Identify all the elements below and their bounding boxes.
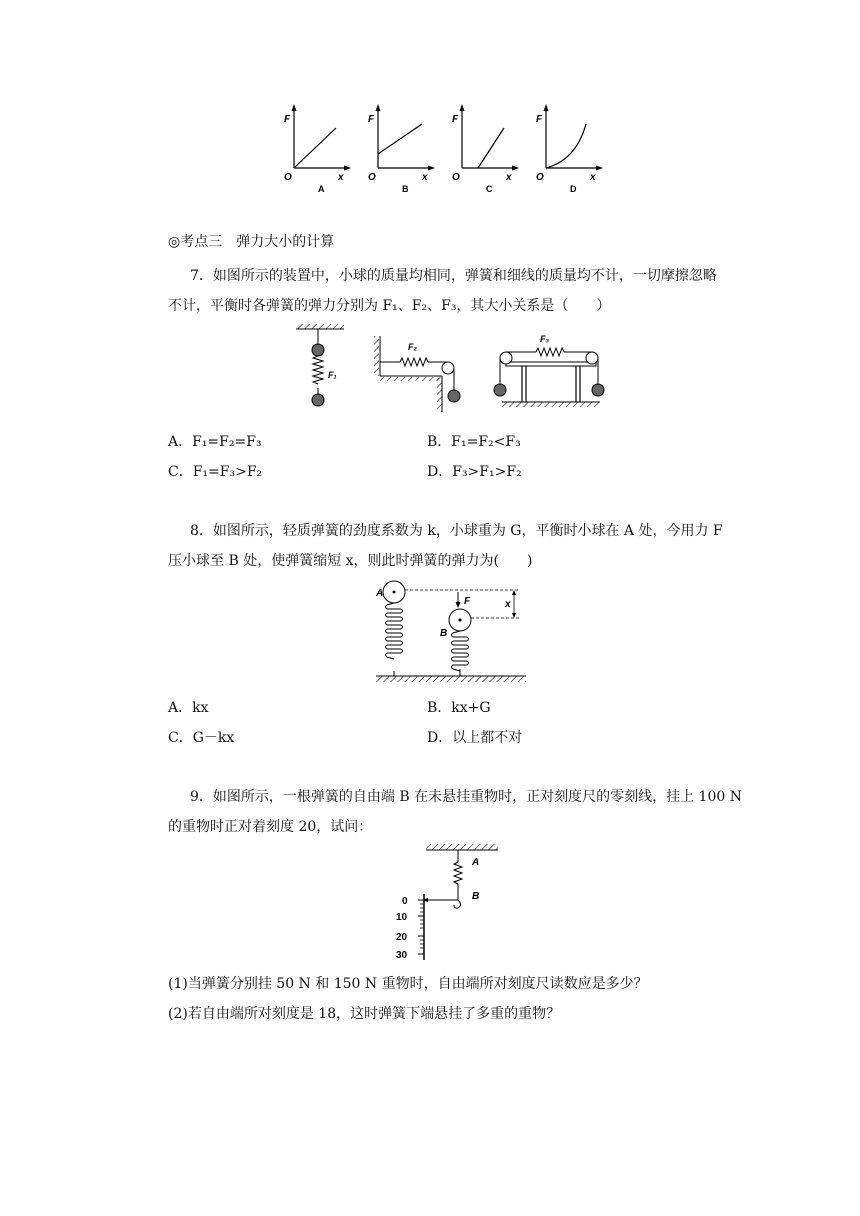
q8-line2: 压小球至 B 处，使弹簧缩短 x，则此时弹簧的弹力为( ) [168, 553, 533, 569]
origin-label: O [536, 172, 544, 183]
setup-3 [494, 334, 604, 407]
axis-f-label: F [284, 114, 291, 125]
origin-label: O [284, 172, 292, 183]
graph-label-b: B [402, 184, 409, 194]
q9-tick-0: 0 [402, 896, 408, 907]
q8-label-x: x [505, 599, 511, 610]
graph-c [452, 104, 519, 194]
setup-1 [296, 324, 344, 406]
q8-label-b: B [440, 628, 448, 639]
origin-label: O [368, 172, 376, 183]
q9-subquestion-2: (2)若自由端所对刻度是 18，这时弹簧下端悬挂了多重的重物？ [168, 1006, 561, 1022]
q8-label-a: A [376, 588, 384, 599]
q9-tick-10: 10 [396, 912, 408, 923]
q9-label-b: B [472, 891, 480, 902]
q9-label-a: A [472, 857, 480, 868]
q8-option-c: C．G－kx [168, 730, 235, 746]
q7-option-a: A．F₁=F₂=F₃ [168, 434, 262, 450]
axis-x-label: x [590, 172, 596, 183]
setup-2 [374, 336, 460, 412]
q9-line2: 的重物时正对着刻度 20，试问： [168, 819, 373, 835]
q8-line1: 8．如图所示，轻质弹簧的劲度系数为 k，小球重为 G，平衡时小球在 A 处，今用力 F [190, 523, 723, 539]
section-heading: ◎考点三 弹力大小的计算 [168, 234, 335, 250]
axis-f-label: F [452, 114, 459, 125]
axis-x-label: x [422, 172, 428, 183]
graph-label-c: C [486, 184, 493, 194]
q7-f3-label: F₃ [540, 334, 549, 344]
q7-f1-label: F₁ [328, 370, 337, 380]
graph-d [536, 104, 603, 194]
axis-f-label: F [536, 114, 543, 125]
q7-figure [290, 322, 610, 414]
graph-a [284, 104, 351, 194]
q7-line1: 7．如图所示的装置中，小球的质量均相同，弹簧和细线的质量均不计，一切摩擦忽略 [190, 268, 717, 284]
q8-label-f: F [464, 596, 471, 607]
q8-figure [374, 578, 534, 688]
q7-option-b: B．F₁=F₂<F₃ [427, 434, 521, 450]
q7-option-d: D．F₃>F₁>F₂ [427, 464, 522, 480]
axis-x-label: x [338, 172, 344, 183]
q8-option-a: A．kx [168, 700, 209, 716]
axis-x-label: x [506, 172, 512, 183]
q9-tick-30: 30 [396, 950, 408, 961]
q9-figure [390, 842, 510, 964]
q9-subquestion-1: (1)当弹簧分别挂 50 N 和 150 N 重物时，自由端所对刻度尺读数应是多少？ [168, 976, 648, 992]
q8-option-b: B．kx+G [427, 700, 491, 716]
origin-label: O [452, 172, 460, 183]
q9-tick-20: 20 [396, 932, 408, 943]
graph-label-a: A [318, 184, 325, 194]
graph-b [368, 104, 435, 194]
q7-f2-label: F₂ [408, 342, 417, 352]
q8-option-d: D．以上都不对 [427, 730, 523, 746]
graph-options-figure [280, 100, 620, 195]
q9-line1: 9．如图所示，一根弹簧的自由端 B 在未悬挂重物时，正对刻度尺的零刻线，挂上 100 N [190, 789, 742, 805]
axis-f-label: F [368, 114, 375, 125]
graph-label-d: D [570, 184, 577, 194]
q7-line2: 不计，平衡时各弹簧的弹力分别为 F₁、F₂、F₃，其大小关系是（ ） [168, 298, 611, 314]
q7-option-c: C．F₁=F₃>F₂ [168, 464, 263, 480]
